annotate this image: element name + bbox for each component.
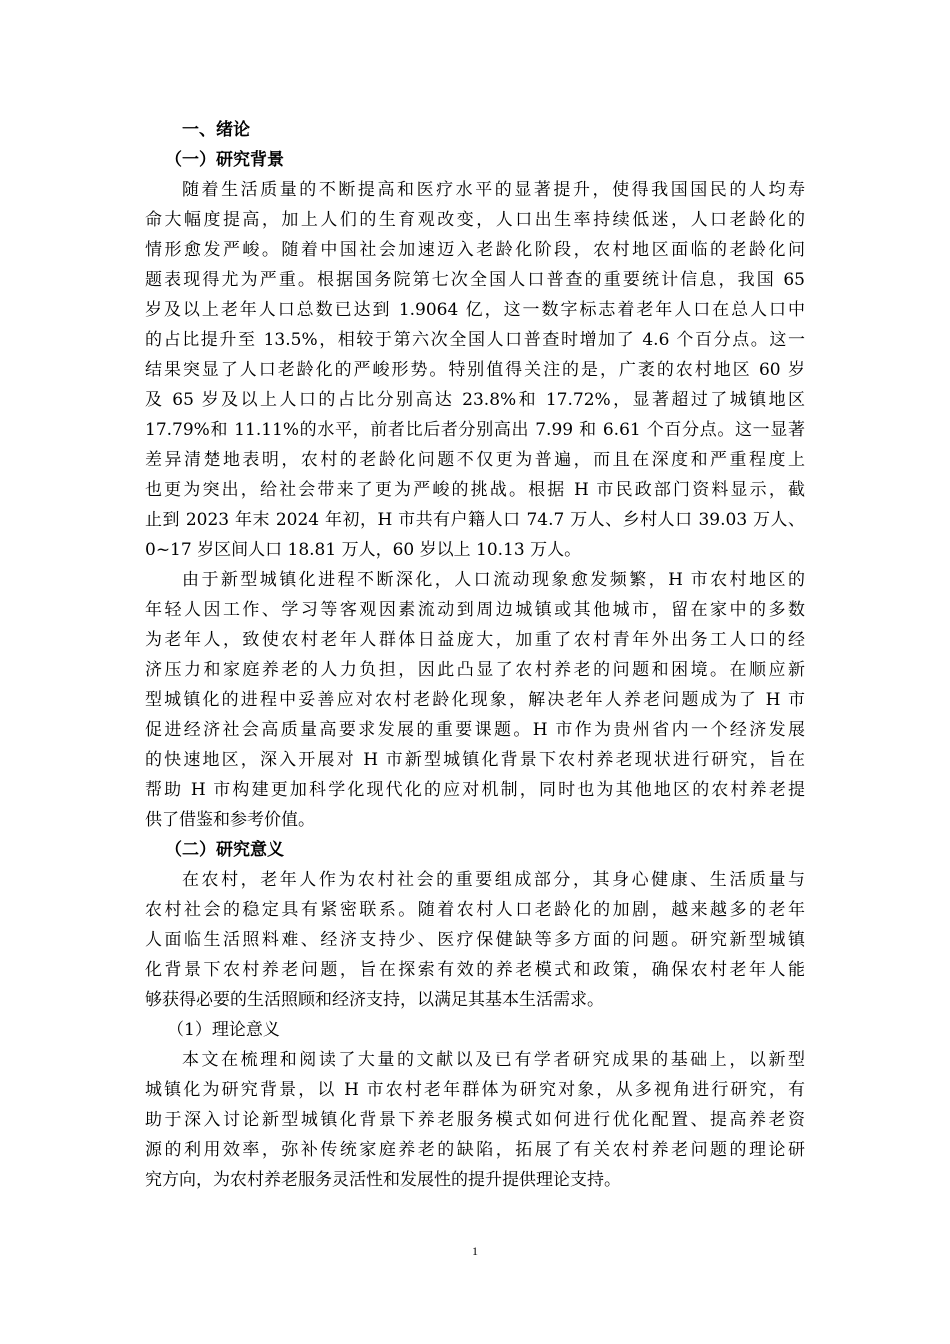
paragraph-line: 本文在梳理和阅读了大量的文献以及已有学者研究成果的基础上，以新型 bbox=[182, 1050, 805, 1070]
paragraph-line: 随着生活质量的不断提高和医疗水平的显著提升，使得我国国民的人均寿 bbox=[182, 180, 805, 200]
paragraph-line: 岁及以上老年人口总数已达到 1.9064 亿，这一数字标志着老年人口在总人口中 bbox=[145, 300, 805, 320]
paragraph-line: 0~17 岁区间人口 18.81 万人，60 岁以上 10.13 万人。 bbox=[145, 540, 582, 560]
paragraph-line: 命大幅度提高，加上人们的生育观改变，人口出生率持续低迷，人口老龄化的 bbox=[145, 210, 805, 230]
document-body bbox=[145, 115, 805, 1195]
paragraph-background-1 bbox=[145, 175, 805, 565]
paragraph-line: 促进经济社会高质量高要求发展的重要课题。H 市作为贵州省内一个经济发展 bbox=[145, 720, 805, 740]
paragraph-line: 结果突显了人口老龄化的严峻形势。特别值得关注的是，广袤的农村地区 60 岁 bbox=[145, 360, 805, 380]
paragraph-line: 止到 2023 年末 2024 年初，H 市共有户籍人口 74.7 万人、乡村人口 39.03 万人、 bbox=[145, 510, 805, 530]
paragraph-line: 化背景下农村养老问题，旨在探索有效的养老模式和政策，确保农村老年人能 bbox=[145, 960, 805, 980]
paragraph-line: 帮助 H 市构建更加科学化现代化的应对机制，同时也为其他地区的农村养老提 bbox=[145, 780, 805, 800]
paragraph-line: 型城镇化的进程中妥善应对农村老龄化现象，解决老年人养老问题成为了 H 市 bbox=[145, 690, 805, 710]
paragraph-line: 供了借鉴和参考价值。 bbox=[145, 810, 315, 830]
paragraph-line: 农村社会的稳定具有紧密联系。随着农村人口老龄化的加剧，越来越多的老年 bbox=[145, 900, 805, 920]
section-heading-background: （一）研究背景 bbox=[165, 150, 284, 170]
paragraph-significance bbox=[145, 865, 805, 1015]
paragraph-line: 由于新型城镇化进程不断深化，人口流动现象愈发频繁，H 市农村地区的 bbox=[182, 570, 805, 590]
paragraph-line: 究方向，为农村养老服务灵活性和发展性的提升提供理论支持。 bbox=[145, 1170, 621, 1190]
paragraph-line: 题表现得尤为严重。根据国务院第七次全国人口普查的重要统计信息，我国 65 bbox=[145, 270, 805, 290]
paragraph-theory bbox=[145, 1045, 805, 1195]
paragraph-line: 17.79%和 11.11%的水平，前者比后者分别高出 7.99 和 6.61 个百分点。这一显著 bbox=[145, 420, 805, 440]
paragraph-line: 也更为突出，给社会带来了更为严峻的挑战。根据 H 市民政部门资料显示，截 bbox=[145, 480, 805, 500]
paragraph-line: 城镇化为研究背景，以 H 市农村老年群体为研究对象，从多视角进行研究，有 bbox=[145, 1080, 805, 1100]
subsection-heading-theory: （1）理论意义 bbox=[167, 1020, 280, 1040]
page-number: 1 bbox=[472, 1244, 478, 1258]
section-heading-significance: （二）研究意义 bbox=[165, 840, 284, 860]
paragraph-line: 在农村，老年人作为农村社会的重要组成部分，其身心健康、生活质量与 bbox=[182, 870, 805, 890]
paragraph-line: 的快速地区，深入开展对 H 市新型城镇化背景下农村养老现状进行研究，旨在 bbox=[145, 750, 805, 770]
paragraph-line: 人面临生活照料难、经济支持少、医疗保健缺等多方面的问题。研究新型城镇 bbox=[145, 930, 805, 950]
paragraph-line: 年轻人因工作、学习等客观因素流动到周边城镇或其他城市，留在家中的多数 bbox=[145, 600, 805, 620]
paragraph-line: 济压力和家庭养老的人力负担，因此凸显了农村养老的问题和困境。在顺应新 bbox=[145, 660, 805, 680]
paragraph-line: 情形愈发严峻。随着中国社会加速迈入老龄化阶段，农村地区面临的老龄化问 bbox=[145, 240, 805, 260]
paragraph-line: 够获得必要的生活照顾和经济支持，以满足其基本生活需求。 bbox=[145, 990, 604, 1010]
paragraph-line: 及 65 岁及以上人口的占比分别高达 23.8%和 17.72%，显著超过了城镇地区 bbox=[145, 390, 805, 410]
paragraph-background-2 bbox=[145, 565, 805, 835]
paragraph-line: 助于深入讨论新型城镇化背景下养老服务模式如何进行优化配置、提高养老资 bbox=[145, 1110, 805, 1130]
paragraph-line: 源的利用效率，弥补传统家庭养老的缺陷，拓展了有关农村养老问题的理论研 bbox=[145, 1140, 805, 1160]
chapter-heading: 一、绪论 bbox=[182, 120, 250, 140]
paragraph-line: 差异清楚地表明，农村的老龄化问题不仅更为普遍，而且在深度和严重程度上 bbox=[145, 450, 805, 470]
paragraph-line: 为老年人，致使农村老年人群体日益庞大，加重了农村青年外出务工人口的经 bbox=[145, 630, 805, 650]
paragraph-line: 的占比提升至 13.5%，相较于第六次全国人口普查时增加了 4.6 个百分点。这一 bbox=[145, 330, 805, 350]
